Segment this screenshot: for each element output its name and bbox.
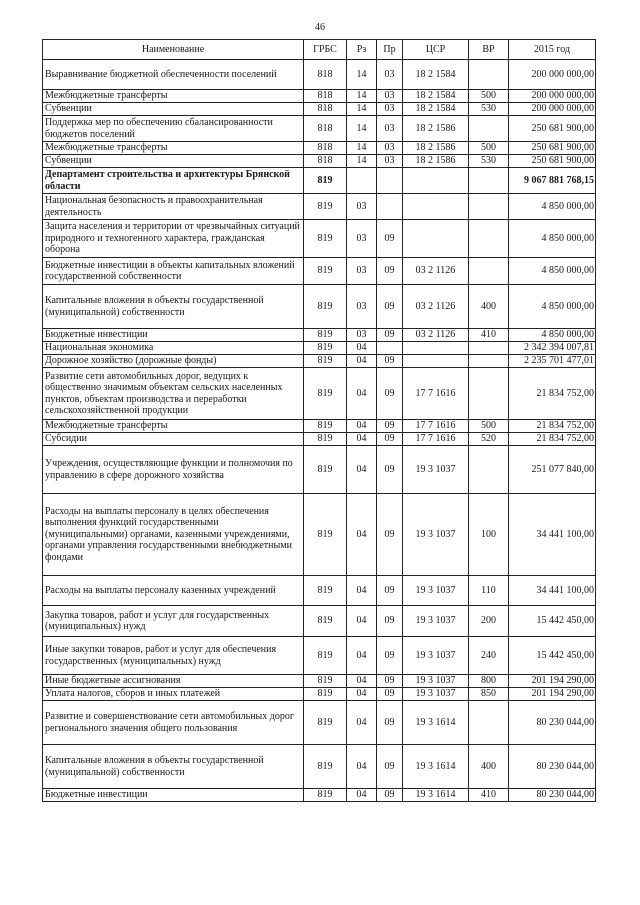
cell-rz: 04 xyxy=(347,368,377,420)
cell-rz: 04 xyxy=(347,446,377,494)
cell-csr: 19 3 1037 xyxy=(403,637,469,675)
cell-grbs: 818 xyxy=(304,155,347,168)
cell-rz: 04 xyxy=(347,789,377,802)
cell-pr xyxy=(377,168,403,194)
cell-pr: 09 xyxy=(377,420,403,433)
cell-rz: 03 xyxy=(347,194,377,220)
table-row xyxy=(43,355,596,368)
cell-name: Межбюджетные трансферты xyxy=(43,420,304,433)
cell-grbs: 819 xyxy=(304,446,347,494)
cell-sum: 4 850 000,00 xyxy=(509,329,596,342)
cell-pr: 03 xyxy=(377,103,403,116)
cell-vr xyxy=(469,342,509,355)
cell-vr xyxy=(469,258,509,285)
table-row xyxy=(43,329,596,342)
header-pr: Пр xyxy=(377,40,403,60)
cell-sum: 250 681 900,00 xyxy=(509,142,596,155)
cell-csr xyxy=(403,168,469,194)
cell-csr: 19 3 1037 xyxy=(403,606,469,637)
cell-vr xyxy=(469,60,509,90)
cell-grbs: 819 xyxy=(304,342,347,355)
budget-table xyxy=(42,39,596,802)
cell-name: Бюджетные инвестиции в объекты капитальных вложений государственной собственности xyxy=(43,258,304,285)
cell-csr: 18 2 1584 xyxy=(403,103,469,116)
cell-pr: 09 xyxy=(377,688,403,701)
table-row xyxy=(43,342,596,355)
table-row xyxy=(43,701,596,745)
cell-rz: 14 xyxy=(347,103,377,116)
cell-vr xyxy=(469,220,509,258)
cell-vr: 400 xyxy=(469,285,509,329)
cell-name: Субвенции xyxy=(43,103,304,116)
cell-csr: 19 3 1614 xyxy=(403,745,469,789)
cell-name: Субвенции xyxy=(43,155,304,168)
cell-name: Дорожное хозяйство (дорожные фонды) xyxy=(43,355,304,368)
cell-grbs: 818 xyxy=(304,90,347,103)
cell-name: Национальная экономика xyxy=(43,342,304,355)
cell-csr xyxy=(403,342,469,355)
cell-grbs: 819 xyxy=(304,368,347,420)
cell-grbs: 819 xyxy=(304,606,347,637)
table-row xyxy=(43,637,596,675)
cell-name: Расходы на выплаты персоналу в целях обеспечения выполнения функций государственными (муниципальными) органами, казенными учреждениями, органами управления государственными внебюджетными фондами xyxy=(43,494,304,576)
cell-pr: 09 xyxy=(377,285,403,329)
cell-sum: 80 230 044,00 xyxy=(509,789,596,802)
cell-name: Национальная безопасность и правоохранительная деятельность xyxy=(43,194,304,220)
cell-pr: 09 xyxy=(377,701,403,745)
cell-name: Расходы на выплаты персоналу казенных учреждений xyxy=(43,576,304,606)
cell-vr xyxy=(469,168,509,194)
cell-rz: 04 xyxy=(347,675,377,688)
cell-vr xyxy=(469,194,509,220)
cell-grbs: 819 xyxy=(304,745,347,789)
cell-sum: 34 441 100,00 xyxy=(509,576,596,606)
cell-rz: 14 xyxy=(347,155,377,168)
cell-rz: 04 xyxy=(347,433,377,446)
cell-sum: 250 681 900,00 xyxy=(509,155,596,168)
cell-csr: 03 2 1126 xyxy=(403,329,469,342)
cell-csr: 03 2 1126 xyxy=(403,258,469,285)
cell-vr: 410 xyxy=(469,329,509,342)
table-row xyxy=(43,90,596,103)
cell-rz: 04 xyxy=(347,420,377,433)
cell-rz: 04 xyxy=(347,355,377,368)
table-row xyxy=(43,420,596,433)
cell-csr xyxy=(403,355,469,368)
table-row xyxy=(43,675,596,688)
cell-vr: 530 xyxy=(469,155,509,168)
cell-name: Выравнивание бюджетной обеспеченности поселений xyxy=(43,60,304,90)
cell-name: Иные бюджетные ассигнования xyxy=(43,675,304,688)
cell-rz: 14 xyxy=(347,116,377,142)
cell-csr: 19 3 1614 xyxy=(403,701,469,745)
cell-grbs: 819 xyxy=(304,420,347,433)
table-row xyxy=(43,446,596,494)
cell-name: Закупка товаров, работ и услуг для государственных (муниципальных) нужд xyxy=(43,606,304,637)
cell-sum: 4 850 000,00 xyxy=(509,194,596,220)
header-vr: ВР xyxy=(469,40,509,60)
cell-grbs: 819 xyxy=(304,637,347,675)
cell-csr: 03 2 1126 xyxy=(403,285,469,329)
cell-vr: 500 xyxy=(469,90,509,103)
cell-vr xyxy=(469,446,509,494)
cell-name: Бюджетные инвестиции xyxy=(43,329,304,342)
cell-sum: 250 681 900,00 xyxy=(509,116,596,142)
cell-csr: 19 3 1037 xyxy=(403,494,469,576)
cell-csr: 19 3 1614 xyxy=(403,789,469,802)
cell-sum: 200 000 000,00 xyxy=(509,103,596,116)
cell-vr: 530 xyxy=(469,103,509,116)
cell-rz: 14 xyxy=(347,90,377,103)
cell-vr xyxy=(469,355,509,368)
cell-grbs: 819 xyxy=(304,329,347,342)
cell-grbs: 819 xyxy=(304,701,347,745)
cell-rz: 14 xyxy=(347,142,377,155)
cell-vr xyxy=(469,368,509,420)
cell-pr: 03 xyxy=(377,60,403,90)
cell-grbs: 819 xyxy=(304,168,347,194)
cell-name: Межбюджетные трансферты xyxy=(43,90,304,103)
cell-name: Капитальные вложения в объекты государственной (муниципальной) собственности xyxy=(43,745,304,789)
cell-name: Субсидии xyxy=(43,433,304,446)
cell-name: Департамент строительства и архитектуры Брянской области xyxy=(43,168,304,194)
cell-name: Учреждения, осуществляющие функции и полномочия по управлению в сфере дорожного хозяйства xyxy=(43,446,304,494)
cell-vr: 520 xyxy=(469,433,509,446)
cell-csr xyxy=(403,194,469,220)
cell-grbs: 819 xyxy=(304,355,347,368)
table-row xyxy=(43,285,596,329)
cell-pr: 09 xyxy=(377,675,403,688)
cell-name: Поддержка мер по обеспечению сбалансированности бюджетов поселений xyxy=(43,116,304,142)
cell-grbs: 818 xyxy=(304,116,347,142)
cell-grbs: 819 xyxy=(304,258,347,285)
cell-sum: 200 000 000,00 xyxy=(509,60,596,90)
cell-sum: 201 194 290,00 xyxy=(509,688,596,701)
cell-csr: 18 2 1586 xyxy=(403,142,469,155)
cell-vr xyxy=(469,116,509,142)
cell-vr: 410 xyxy=(469,789,509,802)
cell-vr: 850 xyxy=(469,688,509,701)
cell-grbs: 819 xyxy=(304,285,347,329)
cell-rz: 03 xyxy=(347,285,377,329)
table-row xyxy=(43,606,596,637)
cell-pr: 09 xyxy=(377,368,403,420)
cell-csr: 19 3 1037 xyxy=(403,446,469,494)
cell-sum: 21 834 752,00 xyxy=(509,433,596,446)
cell-pr: 09 xyxy=(377,220,403,258)
cell-sum: 21 834 752,00 xyxy=(509,420,596,433)
cell-rz xyxy=(347,168,377,194)
cell-pr xyxy=(377,342,403,355)
table-row xyxy=(43,168,596,194)
cell-pr: 09 xyxy=(377,576,403,606)
cell-pr: 09 xyxy=(377,446,403,494)
cell-sum: 201 194 290,00 xyxy=(509,675,596,688)
cell-sum: 4 850 000,00 xyxy=(509,258,596,285)
cell-csr: 19 3 1037 xyxy=(403,576,469,606)
table-row xyxy=(43,220,596,258)
table-row xyxy=(43,103,596,116)
cell-grbs: 819 xyxy=(304,433,347,446)
header-rz: Рз xyxy=(347,40,377,60)
cell-csr: 17 7 1616 xyxy=(403,368,469,420)
cell-vr: 800 xyxy=(469,675,509,688)
cell-grbs: 818 xyxy=(304,103,347,116)
cell-name: Развитие сети автомобильных дорог, ведущих к общественно значимым объектам сельских населенных пунктов, объектам производства и переработки сельскохозяйственной продукции xyxy=(43,368,304,420)
cell-rz: 03 xyxy=(347,329,377,342)
cell-pr: 03 xyxy=(377,90,403,103)
cell-csr: 18 2 1586 xyxy=(403,116,469,142)
table-row xyxy=(43,368,596,420)
cell-csr: 18 2 1584 xyxy=(403,60,469,90)
cell-sum: 80 230 044,00 xyxy=(509,745,596,789)
cell-grbs: 819 xyxy=(304,220,347,258)
cell-name: Капитальные вложения в объекты государственной (муниципальной) собственности xyxy=(43,285,304,329)
cell-rz: 04 xyxy=(347,342,377,355)
cell-vr xyxy=(469,701,509,745)
cell-pr: 09 xyxy=(377,258,403,285)
cell-grbs: 818 xyxy=(304,142,347,155)
table-row xyxy=(43,433,596,446)
table-row xyxy=(43,116,596,142)
cell-rz: 04 xyxy=(347,606,377,637)
cell-csr: 18 2 1586 xyxy=(403,155,469,168)
cell-rz: 03 xyxy=(347,220,377,258)
table-header-row xyxy=(43,40,596,60)
cell-rz: 04 xyxy=(347,745,377,789)
table-row xyxy=(43,60,596,90)
cell-pr: 09 xyxy=(377,745,403,789)
cell-pr: 03 xyxy=(377,155,403,168)
cell-sum: 4 850 000,00 xyxy=(509,220,596,258)
cell-rz: 04 xyxy=(347,701,377,745)
table-row xyxy=(43,494,596,576)
cell-csr: 17 7 1616 xyxy=(403,433,469,446)
cell-grbs: 819 xyxy=(304,194,347,220)
header-name: Наименование xyxy=(43,40,304,60)
cell-grbs: 819 xyxy=(304,576,347,606)
cell-rz: 04 xyxy=(347,688,377,701)
cell-pr: 09 xyxy=(377,789,403,802)
cell-name: Иные закупки товаров, работ и услуг для обеспечения государственных (муниципальных) нужд xyxy=(43,637,304,675)
cell-rz: 03 xyxy=(347,258,377,285)
table-row xyxy=(43,142,596,155)
cell-pr: 03 xyxy=(377,116,403,142)
page-number: 46 xyxy=(315,22,325,33)
cell-rz: 14 xyxy=(347,60,377,90)
cell-sum: 15 442 450,00 xyxy=(509,606,596,637)
cell-name: Защита населения и территории от чрезвычайных ситуаций природного и техногенного характера, гражданская оборона xyxy=(43,220,304,258)
cell-csr: 19 3 1037 xyxy=(403,675,469,688)
header-csr: ЦСР xyxy=(403,40,469,60)
table-row xyxy=(43,155,596,168)
cell-grbs: 819 xyxy=(304,789,347,802)
cell-csr: 17 7 1616 xyxy=(403,420,469,433)
cell-sum: 2 342 394 007,81 xyxy=(509,342,596,355)
cell-vr: 500 xyxy=(469,142,509,155)
cell-pr: 09 xyxy=(377,637,403,675)
cell-sum: 34 441 100,00 xyxy=(509,494,596,576)
cell-csr: 19 3 1037 xyxy=(403,688,469,701)
cell-pr: 09 xyxy=(377,606,403,637)
cell-vr: 500 xyxy=(469,420,509,433)
cell-rz: 04 xyxy=(347,576,377,606)
cell-rz: 04 xyxy=(347,494,377,576)
cell-sum: 9 067 881 768,15 xyxy=(509,168,596,194)
cell-vr: 110 xyxy=(469,576,509,606)
cell-grbs: 818 xyxy=(304,60,347,90)
cell-pr: 03 xyxy=(377,142,403,155)
cell-name: Межбюджетные трансферты xyxy=(43,142,304,155)
cell-sum: 15 442 450,00 xyxy=(509,637,596,675)
table-row xyxy=(43,688,596,701)
table-row xyxy=(43,258,596,285)
cell-sum: 21 834 752,00 xyxy=(509,368,596,420)
cell-grbs: 819 xyxy=(304,494,347,576)
cell-name: Уплата налогов, сборов и иных платежей xyxy=(43,688,304,701)
cell-sum: 80 230 044,00 xyxy=(509,701,596,745)
cell-vr: 100 xyxy=(469,494,509,576)
table-row xyxy=(43,576,596,606)
cell-pr: 09 xyxy=(377,355,403,368)
cell-vr: 240 xyxy=(469,637,509,675)
table-row xyxy=(43,745,596,789)
cell-pr: 09 xyxy=(377,494,403,576)
cell-pr: 09 xyxy=(377,433,403,446)
cell-sum: 2 235 701 477,01 xyxy=(509,355,596,368)
cell-name: Бюджетные инвестиции xyxy=(43,789,304,802)
cell-grbs: 819 xyxy=(304,675,347,688)
cell-sum: 4 850 000,00 xyxy=(509,285,596,329)
cell-csr: 18 2 1584 xyxy=(403,90,469,103)
cell-sum: 251 077 840,00 xyxy=(509,446,596,494)
header-year: 2015 год xyxy=(509,40,596,60)
cell-sum: 200 000 000,00 xyxy=(509,90,596,103)
cell-vr: 400 xyxy=(469,745,509,789)
header-grbs: ГРБС xyxy=(304,40,347,60)
cell-grbs: 819 xyxy=(304,688,347,701)
cell-pr xyxy=(377,194,403,220)
table-row xyxy=(43,789,596,802)
table-body xyxy=(43,60,596,802)
cell-rz: 04 xyxy=(347,637,377,675)
cell-csr xyxy=(403,220,469,258)
cell-name: Развитие и совершенствование сети автомобильных дорог регионального значения общего пользования xyxy=(43,701,304,745)
cell-vr: 200 xyxy=(469,606,509,637)
cell-pr: 09 xyxy=(377,329,403,342)
table-row xyxy=(43,194,596,220)
